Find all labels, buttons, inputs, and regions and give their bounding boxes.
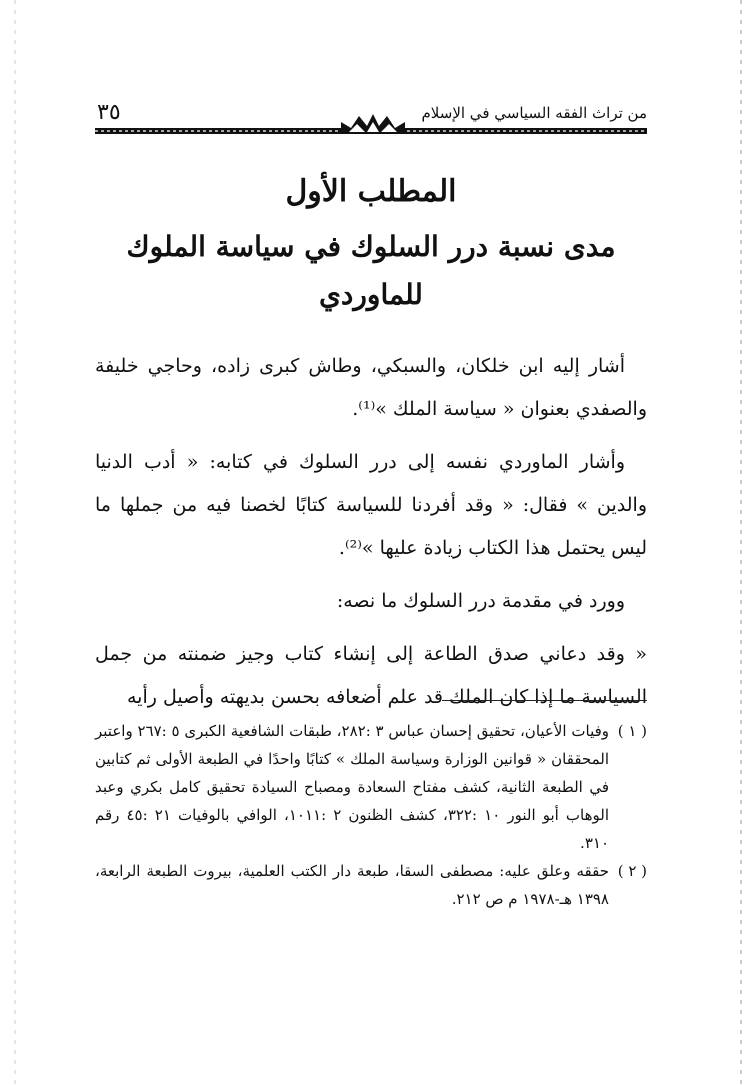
paragraph: أشار إليه ابن خلكان، والسبكي، وطاش كبرى زاده، وحاجي خليفة والصفدي بعنوان « سياسة الملك »⁽¹⁾.	[95, 355, 647, 420]
footnote	[95, 717, 647, 857]
page-header	[95, 100, 647, 140]
footnote-number: ( ٢ )	[617, 862, 647, 880]
page-edge-dots	[740, 0, 742, 1085]
paragraph: « وقد دعاني صدق الطاعة إلى إنشاء كتاب وجيز ضمنته من جمل السياسة ما إذا كان الملك قد علم أضعافه بحسن بديهته وأصيل رأيه	[95, 643, 647, 708]
footnote-text: حققه وعلق عليه: مصطفى السقا، طبعة دار الكتب العلمية، بيروت الطبعة الرابعة، ١٣٩٨ هـ-١٩٧٨ م ص ٢١٢.	[95, 862, 609, 908]
paragraph: وورد في مقدمة درر السلوك ما نصه:	[336, 590, 625, 612]
footnote-number: ( ١ )	[617, 722, 647, 740]
page-number: ٣٥	[97, 100, 121, 125]
running-title: من تراث الفقه السياسي في الإسلام	[421, 104, 647, 122]
footnote-separator	[442, 700, 647, 701]
footnote-text: وفيات الأعيان، تحقيق إحسان عباس ٣ :٢٨٢، طبقات الشافعية الكبرى ٥ :٢٦٧ واعتبر المحققان « قوانين الوزارة وسياسة الملك » كتابًا واحدًا في الطبعة الأولى ثم كتابين في الطبعة الثانية، كشف مفتاح السعادة ومصباح السيادة تحقيق كامل بكري وعبد الوهاب أبو النور ١٠ :٣٢٢، كشف الظنون ٢ :١٠١١، الوافي بالوفيات ٢١ :٤٥ رقم ٣١٠.	[95, 722, 610, 852]
main-content	[95, 165, 647, 729]
section-subtitle	[95, 223, 647, 319]
footnote	[95, 857, 647, 913]
page-edge-dots-left	[14, 0, 16, 1085]
footnotes	[95, 717, 647, 913]
section-title: المطلب الأول	[285, 174, 457, 209]
subtitle-line-2: للماوردي	[319, 278, 423, 311]
paragraph: وأشار الماوردي نفسه إلى درر السلوك في كتابه: « أدب الدنيا والدين » فقال: « وقد أفردنا للسياسة كتابًا لخصنا فيه من جملها ما ليس يحتمل هذا الكتاب زيادة عليها »⁽²⁾.	[95, 451, 647, 559]
body-text	[95, 345, 647, 719]
subtitle-line-1: مدى نسبة درر السلوك في سياسة الملوك	[126, 230, 616, 263]
crown-ornament-icon	[337, 112, 409, 136]
